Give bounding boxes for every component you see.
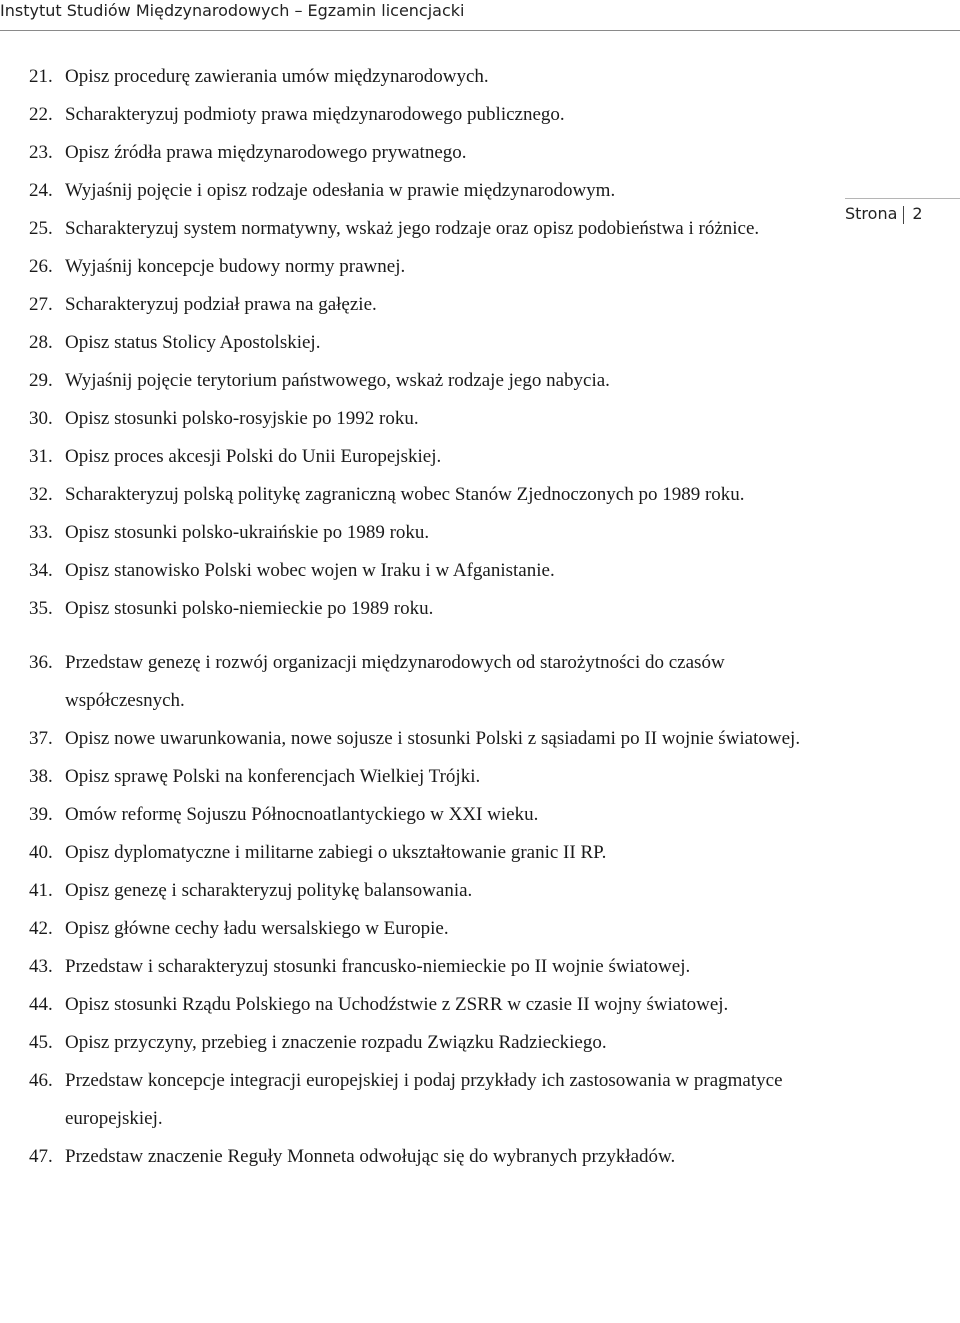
question-number: 31. [29,446,53,467]
list-item [29,134,841,172]
question-text: Scharakteryzuj podział prawa na gałęzie. [65,294,377,315]
question-number: 33. [29,522,53,543]
list-item [29,910,841,948]
list-item [29,796,841,834]
question-text: Opisz źródła prawa międzynarodowego prywatnego. [65,142,467,163]
question-text: Opisz stosunki polsko-ukraińskie po 1989 roku. [65,522,430,543]
list-item [29,476,841,514]
list-item [29,552,841,590]
question-number: 37. [29,728,53,749]
list-item [29,172,841,210]
question-number: 42. [29,918,53,939]
question-text: Opisz proces akcesji Polski do Unii Europejskiej. [65,446,442,467]
question-text: Opisz procedurę zawierania umów międzynarodowych. [65,66,489,87]
question-number: 25. [29,218,53,239]
question-number: 30. [29,408,53,429]
question-number: 39. [29,804,53,825]
list-item [29,286,841,324]
question-number: 40. [29,842,53,863]
question-text: Omów reformę Sojuszu Północnoatlantyckiego w XXI wieku. [65,804,539,825]
question-text: Scharakteryzuj podmioty prawa międzynarodowego publicznego. [65,104,565,125]
question-text: Przedstaw genezę i rozwój organizacji międzynarodowych od starożytności do czasów współczesnych. [65,652,725,711]
list-item [29,872,841,910]
question-number: 21. [29,66,53,87]
question-text: Przedstaw znaczenie Reguły Monneta odwołując się do wybranych przykładów. [65,1146,676,1167]
list-item [29,986,841,1024]
question-number: 22. [29,104,53,125]
question-number: 32. [29,484,53,505]
question-text: Opisz przyczyny, przebieg i znaczenie rozpadu Związku Radzieckiego. [65,1032,607,1053]
list-item [29,324,841,362]
question-number: 27. [29,294,53,315]
list-item [29,948,841,986]
question-number: 45. [29,1032,53,1053]
question-number: 36. [29,652,53,673]
question-number: 26. [29,256,53,277]
question-text: Wyjaśnij pojęcie terytorium państwowego, wskaż rodzaje jego nabycia. [65,370,610,391]
list-item [29,834,841,872]
list-item [29,720,841,758]
question-text: Opisz główne cechy ładu wersalskiego w Europie. [65,918,449,939]
list-item [29,758,841,796]
question-number: 41. [29,880,53,901]
question-text: Opisz nowe uwarunkowania, nowe sojusze i stosunki Polski z sąsiadami po II wojnie światowej. [65,728,801,749]
question-text: Przedstaw koncepcje integracji europejskiej i podaj przykłady ich zastosowania w pragmatyce europejskiej. [65,1070,783,1129]
question-text: Scharakteryzuj system normatywny, wskaż jego rodzaje oraz opisz podobieństwa i różnice. [65,218,760,239]
list-item [29,438,841,476]
question-number: 29. [29,370,53,391]
list-item [29,248,841,286]
page-number-separator [903,206,904,224]
list-item [29,644,841,720]
question-text: Przedstaw i scharakteryzuj stosunki francusko-niemieckie po II wojnie światowej. [65,956,691,977]
question-number: 38. [29,766,53,787]
question-number: 28. [29,332,53,353]
list-item [29,1138,841,1176]
question-number: 35. [29,598,53,619]
question-text: Wyjaśnij pojęcie i opisz rodzaje odesłania w prawie międzynarodowym. [65,180,616,201]
list-item [29,400,841,438]
page-number-label: Strona [845,204,898,223]
question-text: Opisz stosunki Rządu Polskiego na Uchodźstwie z ZSRR w czasie II wojny światowej. [65,994,729,1015]
question-text: Opisz dyplomatyczne i militarne zabiegi o ukształtowanie granic II RP. [65,842,607,863]
header-title: Instytut Studiów Międzynarodowych – Egzamin licencjacki [0,1,465,20]
header-divider [0,30,960,31]
question-text: Opisz stosunki polsko-rosyjskie po 1992 roku. [65,408,419,429]
question-number: 24. [29,180,53,201]
question-text: Scharakteryzuj polską politykę zagraniczną wobec Stanów Zjednoczonych po 1989 roku. [65,484,745,505]
list-item [29,210,841,248]
page-number-value: 2 [912,204,923,223]
question-text: Opisz sprawę Polski na konferencjach Wielkiej Trójki. [65,766,481,787]
document-header [0,0,960,22]
question-number: 46. [29,1070,53,1091]
page-number-divider [845,198,960,199]
question-number: 23. [29,142,53,163]
question-number: 44. [29,994,53,1015]
list-item [29,1062,841,1138]
question-number: 47. [29,1146,53,1167]
question-number: 34. [29,560,53,581]
question-text: Wyjaśnij koncepcje budowy normy prawnej. [65,256,406,277]
list-item [29,514,841,552]
question-text: Opisz status Stolicy Apostolskiej. [65,332,321,353]
question-number: 43. [29,956,53,977]
list-item [29,1024,841,1062]
list-item [29,590,841,628]
list-item [29,58,841,96]
question-text: Opisz stanowisko Polski wobec wojen w Iraku i w Afganistanie. [65,560,555,581]
list-item [29,96,841,134]
list-item [29,362,841,400]
page-number [845,202,960,226]
question-list [29,58,841,1176]
question-text: Opisz genezę i scharakteryzuj politykę balansowania. [65,880,473,901]
question-text: Opisz stosunki polsko-niemieckie po 1989 roku. [65,598,434,619]
